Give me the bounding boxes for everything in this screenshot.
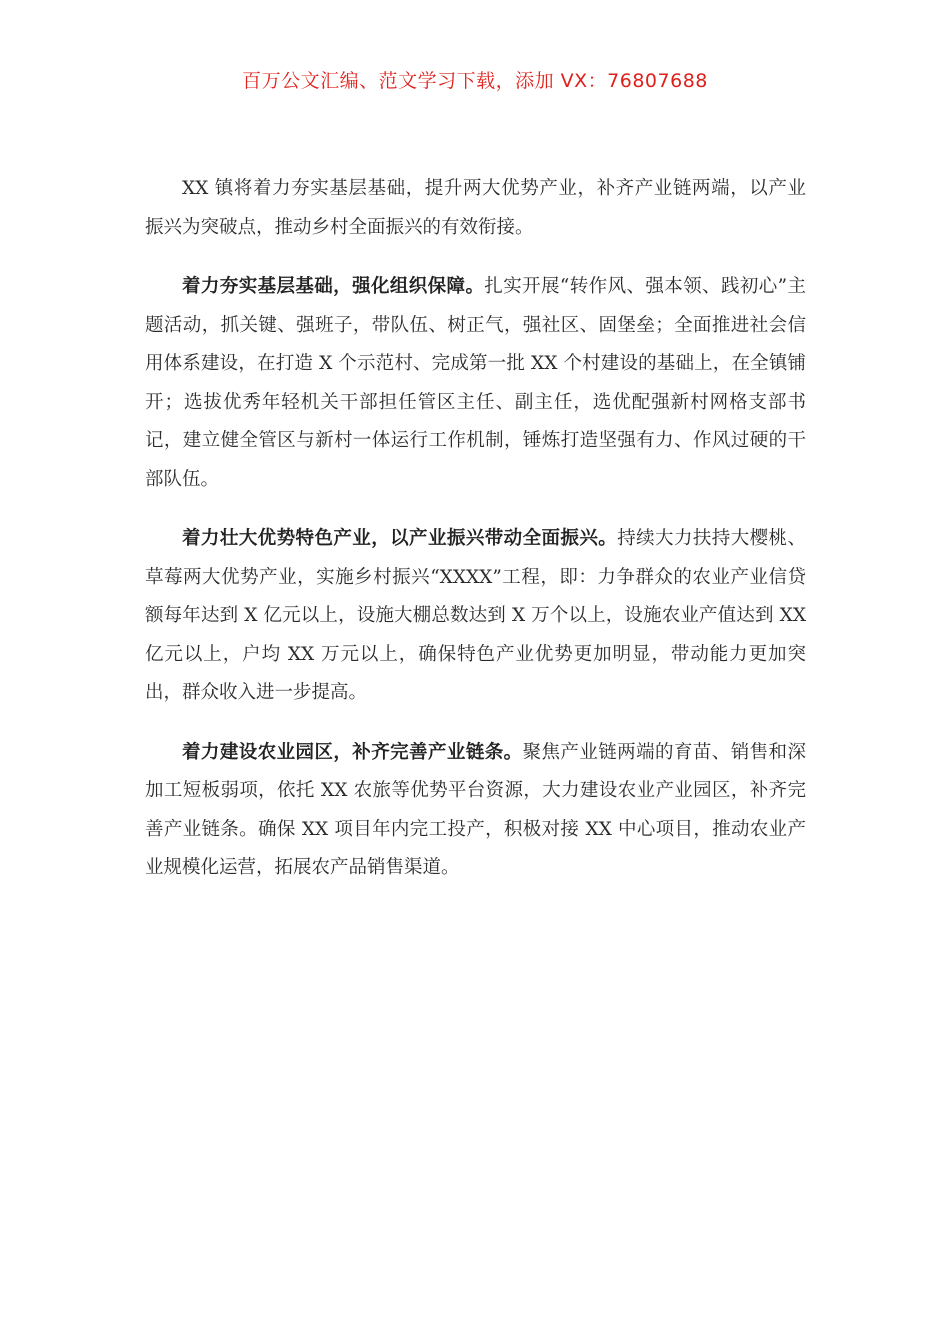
paragraph-industry: [145, 520, 806, 713]
document-body: [145, 170, 806, 909]
paragraph-text: 持续大力扶持大樱桃、草莓两大优势产业，实施乡村振兴“XXXX”工程，即：力争群众的农业产业信贷额每年达到 X 亿元以上，设施大棚总数达到 X 万个以上，设施农业产值达到 XX 亿元以上，户均 XX 万元以上，确保特色产业优势更加明显，带动能力更加突出，群众收入进一步提高。: [145, 528, 806, 703]
paragraph-lead: 着力建设农业园区，补齐完善产业链条。: [182, 741, 523, 763]
paragraph-organization: [145, 268, 806, 499]
paragraph-lead: 着力夯实基层基础，强化组织保障。: [182, 276, 485, 297]
paragraph-park: [145, 734, 806, 888]
paragraph-intro: [145, 170, 806, 247]
header-banner: 百万公文汇编、范文学习下载，添加 VX：76807688: [242, 70, 708, 92]
paragraph-text: XX 镇将着力夯实基层基础，提升两大优势产业，补齐产业链两端，以产业振兴为突破点，推动乡村全面振兴的有效衔接。: [145, 178, 806, 238]
paragraph-text: 聚焦产业链两端的育苗、销售和深加工短板弱项，依托 XX 农旅等优势平台资源，大力建设农业产业园区，补齐完善产业链条。确保 XX 项目年内完工投产，积极对接 XX 中心项目，推动农业产业规模化运营，拓展农产品销售渠道。: [145, 741, 806, 878]
paragraph-text: 扎实开展“转作风、强本领、践初心”主题活动，抓关键、强班子，带队伍、树正气，强社区、固堡垒；全面推进社会信用体系建设，在打造 X 个示范村、完成第一批 XX 个村建设的基础上，在全镇铺开；选拔优秀年轻机关干部担任管区主任、副主任，选优配强新村网格支部书记，建立健全管区与新村一体运行工作机制，锤炼打造坚强有力、作风过硬的干部队伍。: [145, 276, 806, 490]
paragraph-lead: 着力壮大优势特色产业，以产业振兴带动全面振兴。: [182, 528, 618, 549]
